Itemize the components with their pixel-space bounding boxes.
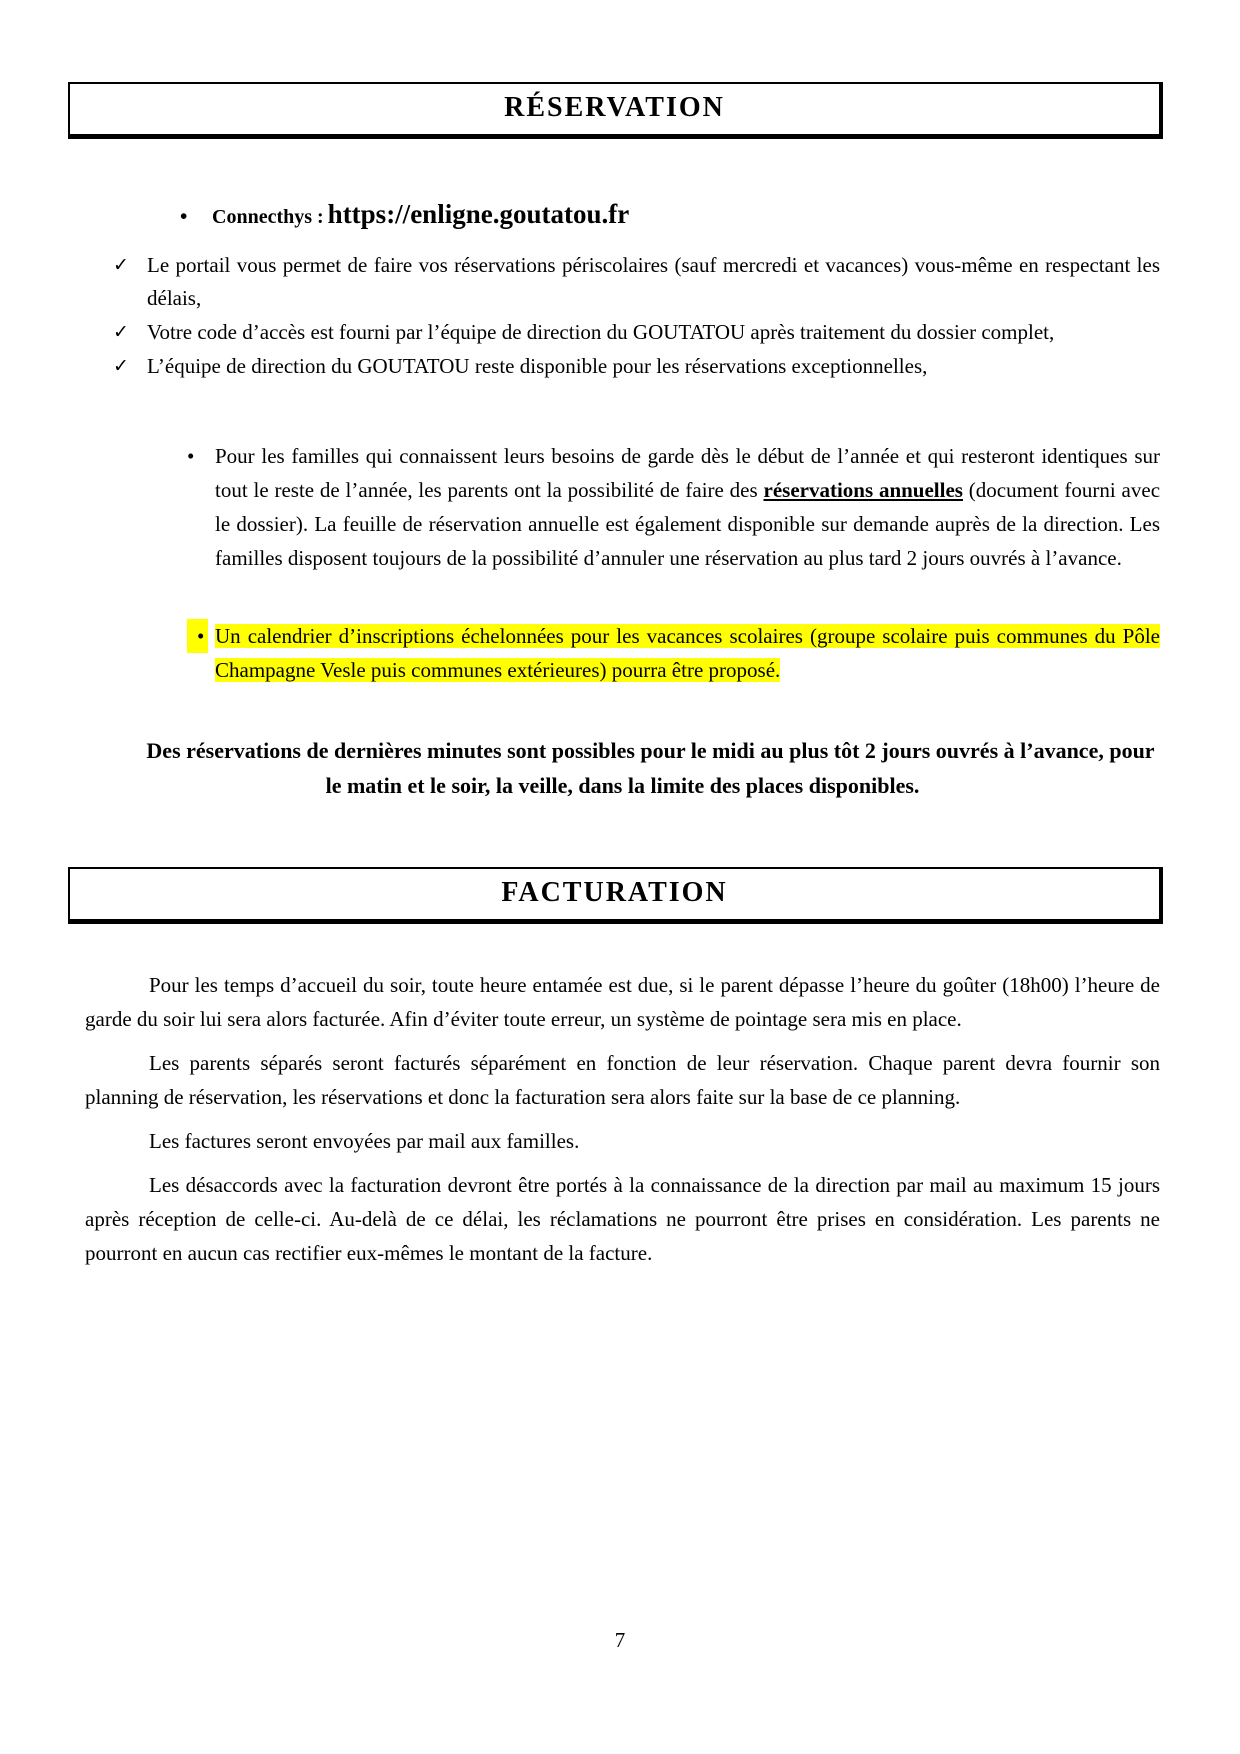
facturation-paragraph: Les factures seront envoyées par mail aux familles. xyxy=(149,1129,580,1153)
check-item-text: L’équipe de direction du GOUTATOU reste disponible pour les réservations exceptionnelles, xyxy=(147,354,928,378)
check-item-text: Votre code d’accès est fourni par l’équipe de direction du GOUTATOU après traitement du dossier complet, xyxy=(147,320,1055,344)
portal-check-list xyxy=(0,249,1240,383)
bullet-icon: • xyxy=(180,204,188,228)
reservation-section-title-box xyxy=(68,82,1163,139)
facturation-paragraph: Pour les temps d’accueil du soir, toute heure entamée est due, si le parent dépasse l’heure du goûter (18h00) l’heure de garde du soir lui sera alors facturée. Afin d’éviter toute erreur, un système de pointage sera mis en place. xyxy=(85,973,1160,1031)
bullet-icon: • xyxy=(187,619,208,653)
portal-url: https://enligne.goutatou.fr xyxy=(327,199,630,229)
checkmark-icon: ✓ xyxy=(113,355,129,377)
last-minute-note: Des réservations de dernières minutes sont possibles pour le midi au plus tôt 2 jours ouvrés à l’avance, pour le matin et le soir, la veille, dans la limite des places disponibles. xyxy=(146,738,1155,798)
page-number: 7 xyxy=(614,1628,626,1652)
check-item xyxy=(113,249,1160,315)
facturation-paragraph: Les désaccords avec la facturation devront être portés à la connaissance de la direction par mail au maximum 15 jours après réception de celle-ci. Au-delà de ce délai, les réclamations ne pourront être prises en considération. Les parents ne pourront en aucun cas rectifier eux-mêmes le montant de la facture. xyxy=(85,1173,1160,1265)
facturation-section-title: FACTURATION xyxy=(501,877,728,908)
checkmark-icon: ✓ xyxy=(113,254,129,276)
checkmark-icon: ✓ xyxy=(113,321,129,343)
facturation-paragraph: Les parents séparés seront facturés séparément en fonction de leur réservation. Chaque parent devra fournir son planning de réservation, les réservations et donc la facturation sera alors faite sur la base de ce planning. xyxy=(85,1051,1160,1109)
check-item xyxy=(113,316,1160,349)
highlighted-text: Un calendrier d’inscriptions échelonnées pour les vacances scolaires (groupe scolaire puis communes du Pôle Champagne Vesle puis communes extérieures) pourra être proposé. xyxy=(215,624,1160,682)
check-item-text: Le portail vous permet de faire vos réservations périscolaires (sauf mercredi et vacances) vous-même en respectant les délais, xyxy=(147,253,1160,310)
annual-bullet-emphasis: réservations annuelles xyxy=(763,478,963,502)
facturation-body xyxy=(0,968,1240,1270)
reservation-section-title: RÉSERVATION xyxy=(504,92,725,123)
portal-line xyxy=(180,197,1240,236)
annual-bullet-text-before: Pour les familles qui connaissent leurs besoins de garde dès le début de l’année et qui resteront identiques sur tout le reste de l’année, les parents ont la possibilité de faire des xyxy=(215,444,1160,502)
vacation-calendar-bullet xyxy=(197,619,1160,687)
facturation-section-title-box xyxy=(68,867,1163,924)
portal-label: Connecthys : xyxy=(212,206,324,228)
bullet-icon: • xyxy=(187,444,195,468)
check-item xyxy=(113,350,1160,383)
annual-bullet-text-after: (document fourni avec le dossier). La feuille de réservation annuelle est également disponible sur demande auprès de la direction. Les familles disposent toujours de la possibilité d’annuler une réservation au plus tard 2 jours ouvrés à l’avance. xyxy=(215,478,1161,570)
annual-reservation-bullet xyxy=(187,439,1161,575)
